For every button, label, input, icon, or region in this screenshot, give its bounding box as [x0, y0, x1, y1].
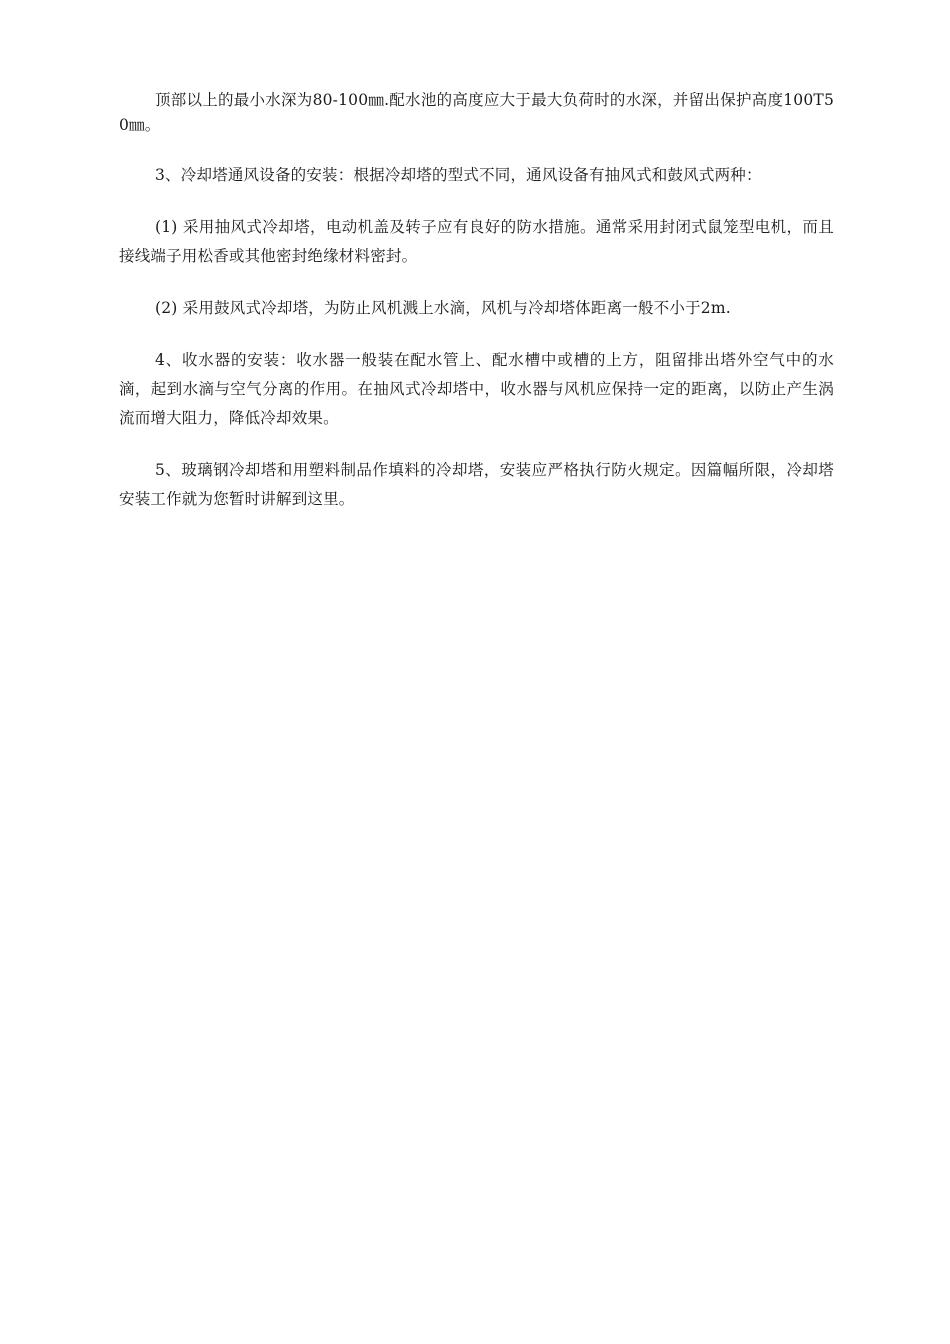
- paragraph-forced-draft: (2) 采用鼓风式冷却塔，为防止风机溅上水滴，风机与冷却塔体距离一般不小于2m.: [155, 299, 731, 317]
- document-body: [119, 88, 834, 514]
- paragraph-water-depth: 顶部以上的最小水深为80-100㎜.配水池的高度应大于最大负荷时的水深，并留出保护高度100T50㎜。: [119, 91, 834, 134]
- paragraph-fire-protection: 5、玻璃钢冷却塔和用塑料制品作填料的冷却塔，安装应严格执行防火规定。因篇幅所限，冷却塔安装工作就为您暂时讲解到这里。: [119, 461, 834, 508]
- paragraph-drift-eliminator: 4、收水器的安装：收水器一般装在配水管上、配水槽中或槽的上方，阻留排出塔外空气中的水滴，起到水滴与空气分离的作用。在抽风式冷却塔中，收水器与风机应保持一定的距离，以防止产生涡流而增大阻力，降低冷却效果。: [119, 351, 834, 427]
- paragraph-induced-draft: (1) 采用抽风式冷却塔，电动机盖及转子应有良好的防水措施。通常采用封闭式鼠笼型电机，而且接线端子用松香或其他密封绝缘材料密封。: [119, 218, 834, 265]
- paragraph-ventilation-equipment: 3、冷却塔通风设备的安装：根据冷却塔的型式不同，通风设备有抽风式和鼓风式两种：: [155, 166, 762, 184]
